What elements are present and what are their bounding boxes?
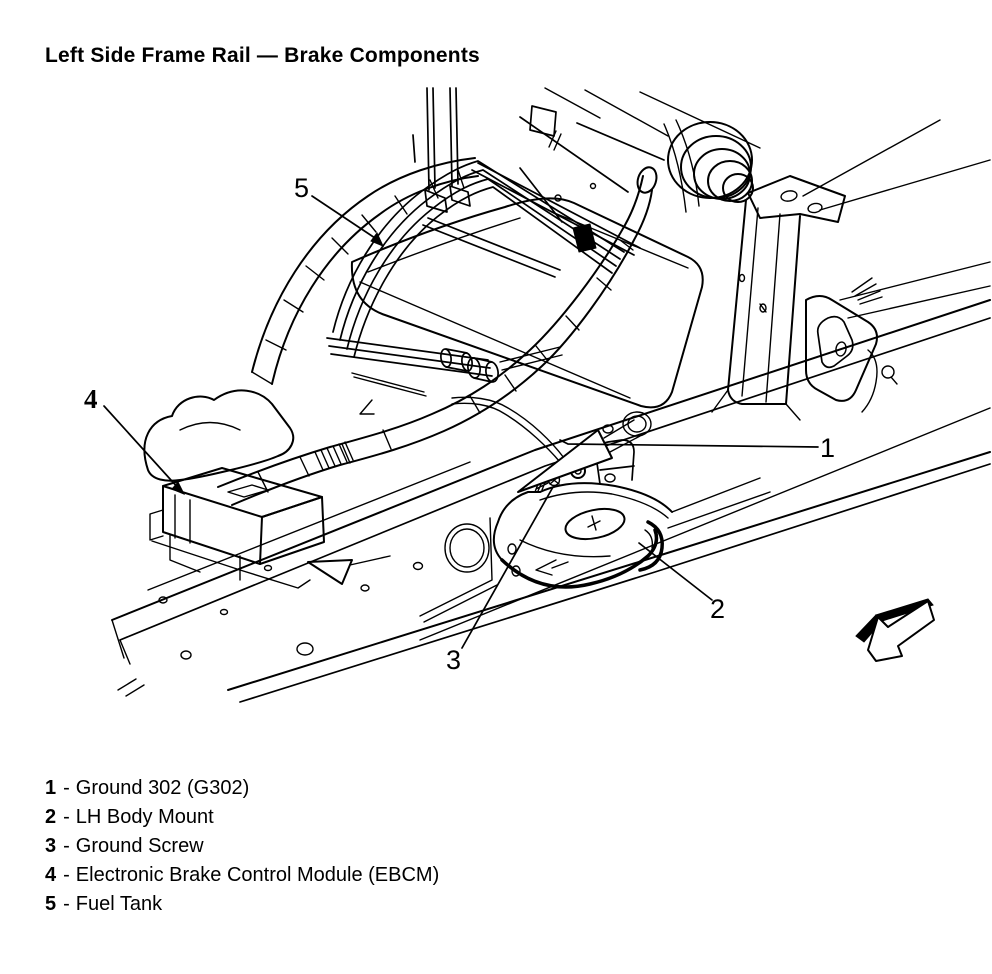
legend-num: 2 [45, 806, 57, 828]
tall-bracket [712, 176, 845, 420]
page-title: Left Side Frame Rail — Brake Components [45, 44, 480, 68]
legend-item-2 [45, 803, 439, 832]
legend-dash: - [63, 806, 70, 828]
legend-label: Fuel Tank [75, 893, 163, 915]
legend-dash: - [63, 893, 70, 915]
rail-holes [159, 366, 897, 659]
callout-2 [639, 543, 725, 624]
tank-bottom-pipes [327, 338, 562, 396]
legend-num: 1 [45, 777, 57, 799]
legend-dash: - [63, 864, 70, 886]
callout-4 [84, 384, 184, 494]
misc-top-lines [520, 88, 990, 222]
legend-item-3 [45, 832, 439, 861]
legend-item-5 [45, 890, 439, 919]
fuel-tank [352, 88, 703, 407]
legend [45, 774, 439, 919]
legend-num: 4 [45, 864, 57, 886]
coil-bushing [668, 122, 753, 202]
callout-2-label: 2 [710, 594, 726, 624]
legend-label: Ground 302 (G302) [75, 777, 250, 799]
front-direction-3d-arrow-icon [856, 599, 934, 661]
legend-dash: - [63, 777, 70, 799]
callout-5-label: 5 [294, 173, 310, 203]
callout-4-label: 4 [84, 384, 98, 414]
callout-1-label: 1 [820, 433, 836, 463]
callout-3-label: 3 [446, 645, 462, 675]
open-arrow-icon [308, 560, 352, 584]
right-bracket [806, 262, 990, 412]
legend-item-1 [45, 774, 439, 803]
legend-num: 5 [45, 893, 57, 915]
legend-dash: - [63, 835, 70, 857]
legend-num: 3 [45, 835, 57, 857]
legend-label: Ground Screw [75, 835, 204, 857]
callout-5 [294, 173, 383, 246]
ground-wire [452, 397, 585, 492]
legend-item-4 [45, 861, 439, 890]
legend-label: LH Body Mount [75, 806, 214, 828]
legend-label: Electronic Brake Control Module (EBCM) [75, 864, 440, 886]
open-arrow-icon [360, 400, 374, 414]
